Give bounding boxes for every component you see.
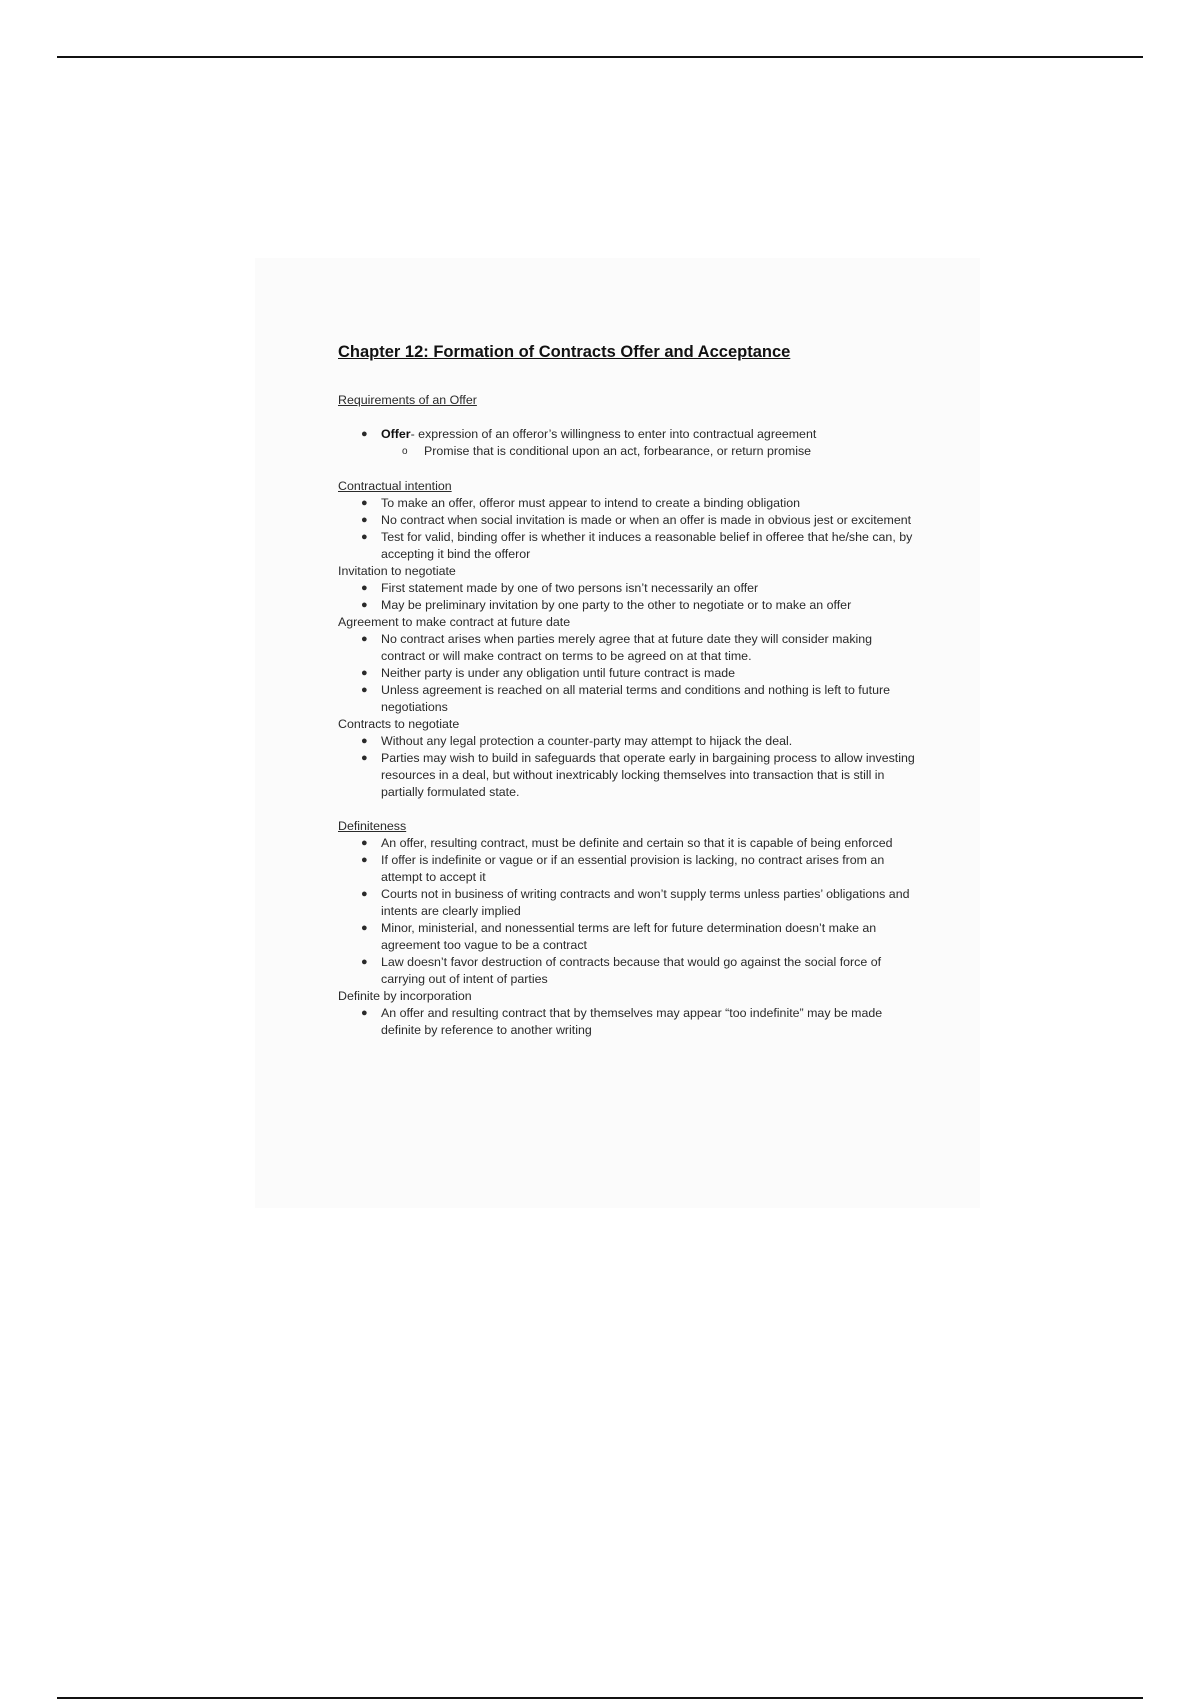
bottom-divider [57, 1697, 1143, 1699]
list-item-text: Minor, ministerial, and nonessential terms are left for future determination doesn’t make an agreement too vague to be a contract [381, 921, 877, 952]
list-item-text: If offer is indefinite or vague or if an essential provision is lacking, no contract arises from an attempt to accept it [381, 853, 885, 884]
bullet-icon: ● [361, 667, 368, 679]
section-heading-future-agreement: Agreement to make contract at future date [338, 615, 571, 629]
offer-definition: - expression of an offeror’s willingness to enter into contractual agreement [410, 427, 817, 441]
contractual-intention-list [338, 495, 918, 563]
invitation-list [338, 580, 918, 614]
list-item [338, 835, 918, 852]
list-item [338, 580, 918, 597]
offer-term: Offer [381, 427, 411, 441]
list-item-text: Parties may wish to build in safeguards that operate early in bargaining process to allow investing resources in a deal, but without inextricably locking themselves into transaction that is still in partially formulated state. [381, 751, 915, 799]
bullet-icon: ● [361, 837, 368, 849]
list-item [338, 665, 918, 682]
top-divider [57, 56, 1143, 58]
section-heading-requirements: Requirements of an Offer [338, 393, 477, 407]
bullet-icon: ● [361, 684, 368, 696]
bullet-icon: ● [361, 514, 368, 526]
list-item [338, 597, 918, 614]
document-body [338, 340, 918, 1039]
future-agreement-list [338, 631, 918, 716]
list-item-text: No contract when social invitation is made or when an offer is made in obvious jest or excitement [381, 513, 912, 527]
bullet-icon: ● [361, 956, 368, 968]
list-item-text: Courts not in business of writing contracts and won’t supply terms unless parties’ obligations and intents are clearly implied [381, 887, 910, 918]
section-heading-incorporation: Definite by incorporation [338, 989, 472, 1003]
list-item [338, 426, 918, 443]
bullet-icon: ● [361, 633, 368, 645]
list-item [338, 852, 918, 886]
offer-definition-block [338, 426, 918, 460]
bullet-icon: ● [361, 428, 368, 440]
contracts-to-negotiate-list [338, 733, 918, 801]
offer-sub-point: Promise that is conditional upon an act, forbearance, or return promise [424, 444, 812, 458]
definiteness-list [338, 835, 918, 988]
bullet-icon: ● [361, 752, 368, 764]
list-item [338, 733, 918, 750]
list-item [338, 631, 918, 665]
list-item [338, 512, 918, 529]
list-item-text: Test for valid, binding offer is whether it induces a reasonable belief in offeree that he/she can, by accepting it bind the offeror [381, 530, 913, 561]
list-item [338, 1005, 918, 1039]
list-item-text: Neither party is under any obligation until future contract is made [381, 666, 736, 680]
list-item [338, 920, 918, 954]
bullet-icon: ● [361, 531, 368, 543]
hollow-bullet-icon: o [402, 446, 408, 457]
list-item-text: Without any legal protection a counter-party may attempt to hijack the deal. [381, 734, 793, 748]
list-item-text: No contract arises when parties merely agree that at future date they will consider making contract or will make contract on terms to be agreed on at that time. [381, 632, 873, 663]
incorporation-list [338, 1005, 918, 1039]
list-item-text: An offer and resulting contract that by themselves may appear “too indefinite” may be made definite by reference to another writing [381, 1006, 883, 1037]
list-item [338, 529, 918, 563]
bullet-icon: ● [361, 854, 368, 866]
section-heading-invitation: Invitation to negotiate [338, 564, 456, 578]
list-item-text: First statement made by one of two persons isn’t necessarily an offer [381, 581, 759, 595]
document-title: Chapter 12: Formation of Contracts Offer and Acceptance [338, 343, 791, 361]
bullet-icon: ● [361, 497, 368, 509]
list-item-text: Law doesn’t favor destruction of contracts because that would go against the social force of carrying out of intent of parties [381, 955, 882, 986]
list-item-text: Unless agreement is reached on all material terms and conditions and nothing is left to future negotiations [381, 683, 890, 714]
bullet-icon: ● [361, 1007, 368, 1019]
section-heading-definiteness: Definiteness [338, 819, 407, 833]
section-heading-contracts-to-negotiate: Contracts to negotiate [338, 717, 460, 731]
list-item [338, 495, 918, 512]
list-item-text: An offer, resulting contract, must be definite and certain so that it is capable of being enforced [381, 836, 893, 850]
list-item-text: May be preliminary invitation by one party to the other to negotiate or to make an offer [381, 598, 852, 612]
list-item [338, 954, 918, 988]
list-item [338, 886, 918, 920]
list-item-text: To make an offer, offeror must appear to intend to create a binding obligation [381, 496, 801, 510]
bullet-icon: ● [361, 582, 368, 594]
bullet-icon: ● [361, 888, 368, 900]
bullet-icon: ● [361, 922, 368, 934]
section-heading-contractual-intention: Contractual intention [338, 479, 452, 493]
list-item [338, 750, 918, 801]
sub-list-item [338, 443, 918, 460]
list-item [338, 682, 918, 716]
bullet-icon: ● [361, 735, 368, 747]
bullet-icon: ● [361, 599, 368, 611]
